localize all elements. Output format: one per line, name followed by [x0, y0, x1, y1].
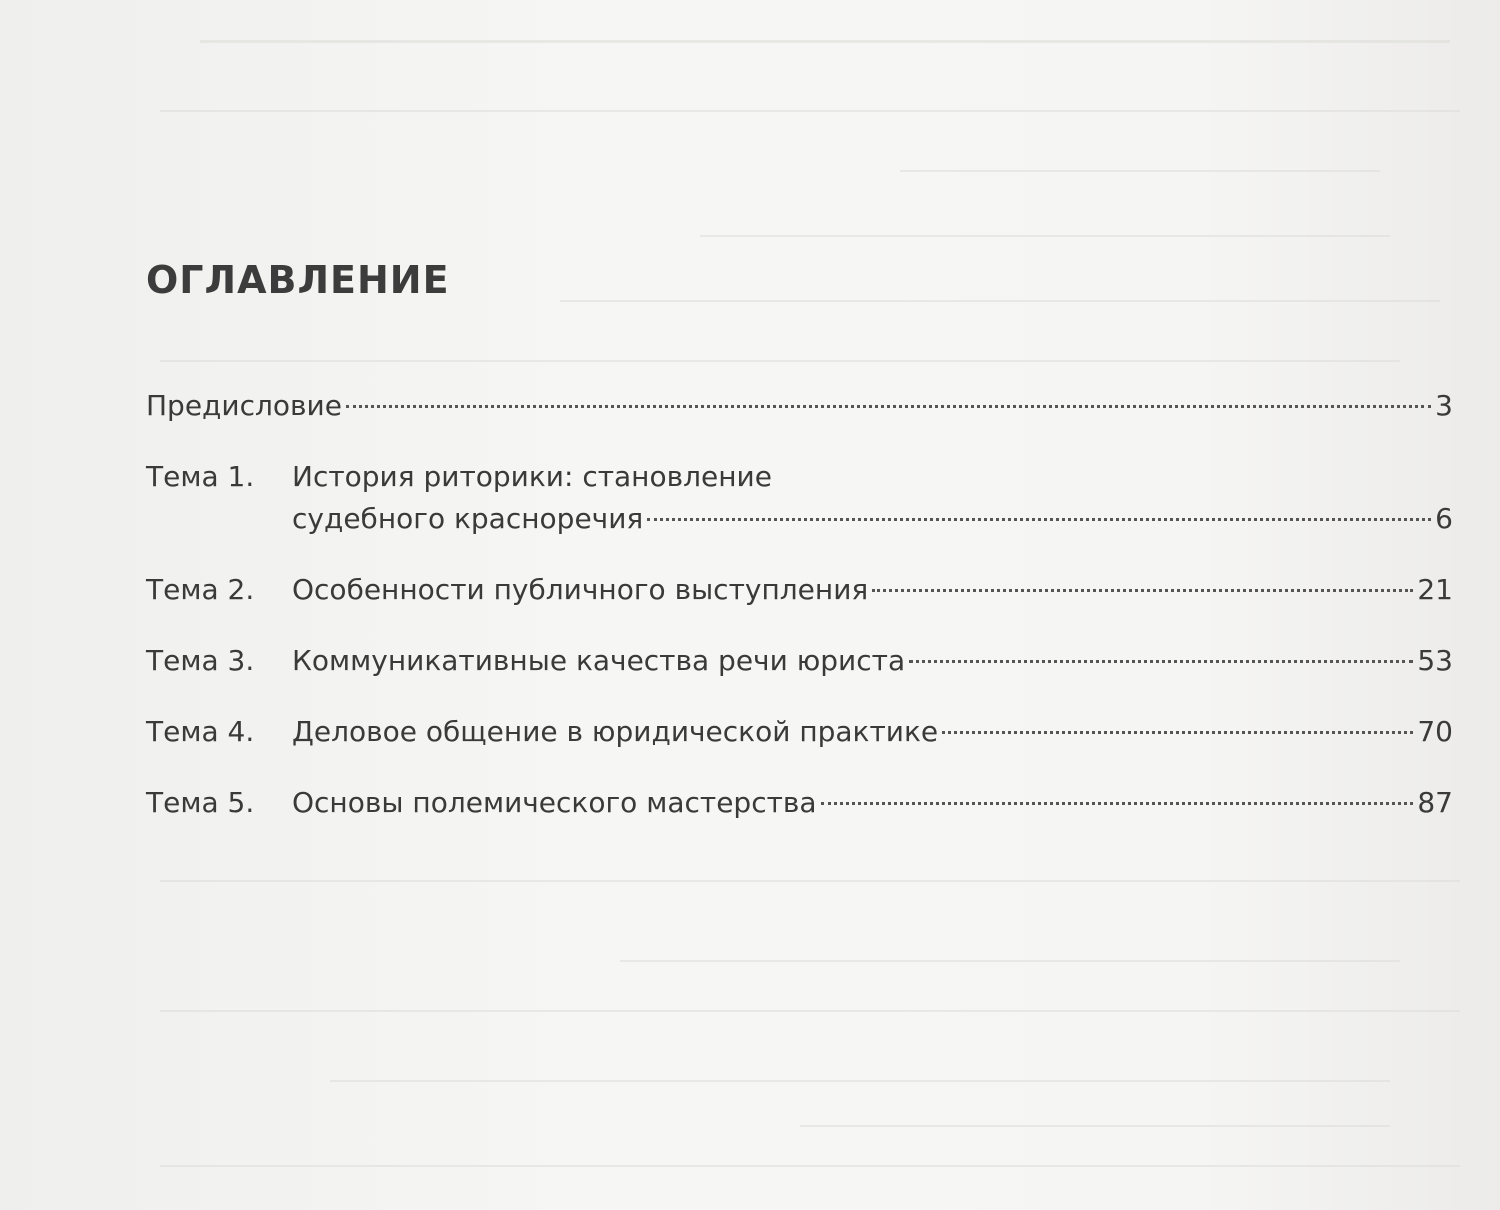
dot-leader	[346, 405, 1431, 408]
toc-page-number: 6	[1435, 502, 1453, 535]
toc-entry-title: Коммуникативные качества речи юриста	[292, 644, 906, 677]
toc-entry-title: Особенности публичного выступления	[292, 573, 869, 606]
toc-topic-label: Тема 2.	[146, 573, 255, 606]
toc-entry-title-continued: судебного красноречия	[292, 502, 644, 535]
toc-topic-label: Тема 5.	[146, 786, 255, 819]
bleed-through-line	[900, 170, 1380, 172]
toc-entry-preface	[146, 385, 1453, 427]
dot-leader	[647, 518, 1431, 521]
toc-entry-topic-5	[146, 782, 1453, 824]
bleed-through-line	[620, 960, 1400, 962]
toc-page-number: 70	[1417, 715, 1453, 748]
page-title: ОГЛАВЛЕНИЕ	[146, 258, 450, 302]
bleed-through-line	[700, 235, 1390, 237]
dot-leader	[942, 731, 1413, 734]
toc-topic-label: Тема 3.	[146, 644, 255, 677]
bleed-through-line	[160, 110, 1460, 112]
toc-page-number: 3	[1435, 389, 1453, 422]
bleed-through-line	[800, 1125, 1390, 1127]
toc-entry-topic-4	[146, 711, 1453, 753]
bleed-through-line	[200, 40, 1450, 43]
dot-leader	[821, 802, 1414, 805]
bleed-through-line	[330, 1080, 1390, 1082]
toc-page-number: 53	[1417, 644, 1453, 677]
toc-entry-title: История риторики: становление	[292, 460, 772, 493]
dot-leader	[909, 660, 1413, 663]
dot-leader	[872, 589, 1413, 592]
toc-entry-title: Основы полемического мастерства	[292, 786, 817, 819]
bleed-through-line	[160, 1010, 1460, 1012]
toc-entry-topic-1	[146, 456, 1453, 540]
toc-entry-topic-2	[146, 569, 1453, 611]
toc-topic-label: Тема 1.	[146, 460, 255, 493]
bleed-through-line	[160, 1165, 1460, 1167]
toc-page-number: 21	[1417, 573, 1453, 606]
bleed-through-line	[160, 360, 1400, 362]
bleed-through-line	[560, 300, 1440, 302]
toc-entry-topic-3	[146, 640, 1453, 682]
toc-entry-title: Предисловие	[146, 389, 342, 422]
toc-entry-title: Деловое общение в юридической практике	[292, 715, 939, 748]
toc-page-number: 87	[1417, 786, 1453, 819]
toc-topic-label: Тема 4.	[146, 715, 255, 748]
bleed-through-line	[160, 880, 1460, 882]
